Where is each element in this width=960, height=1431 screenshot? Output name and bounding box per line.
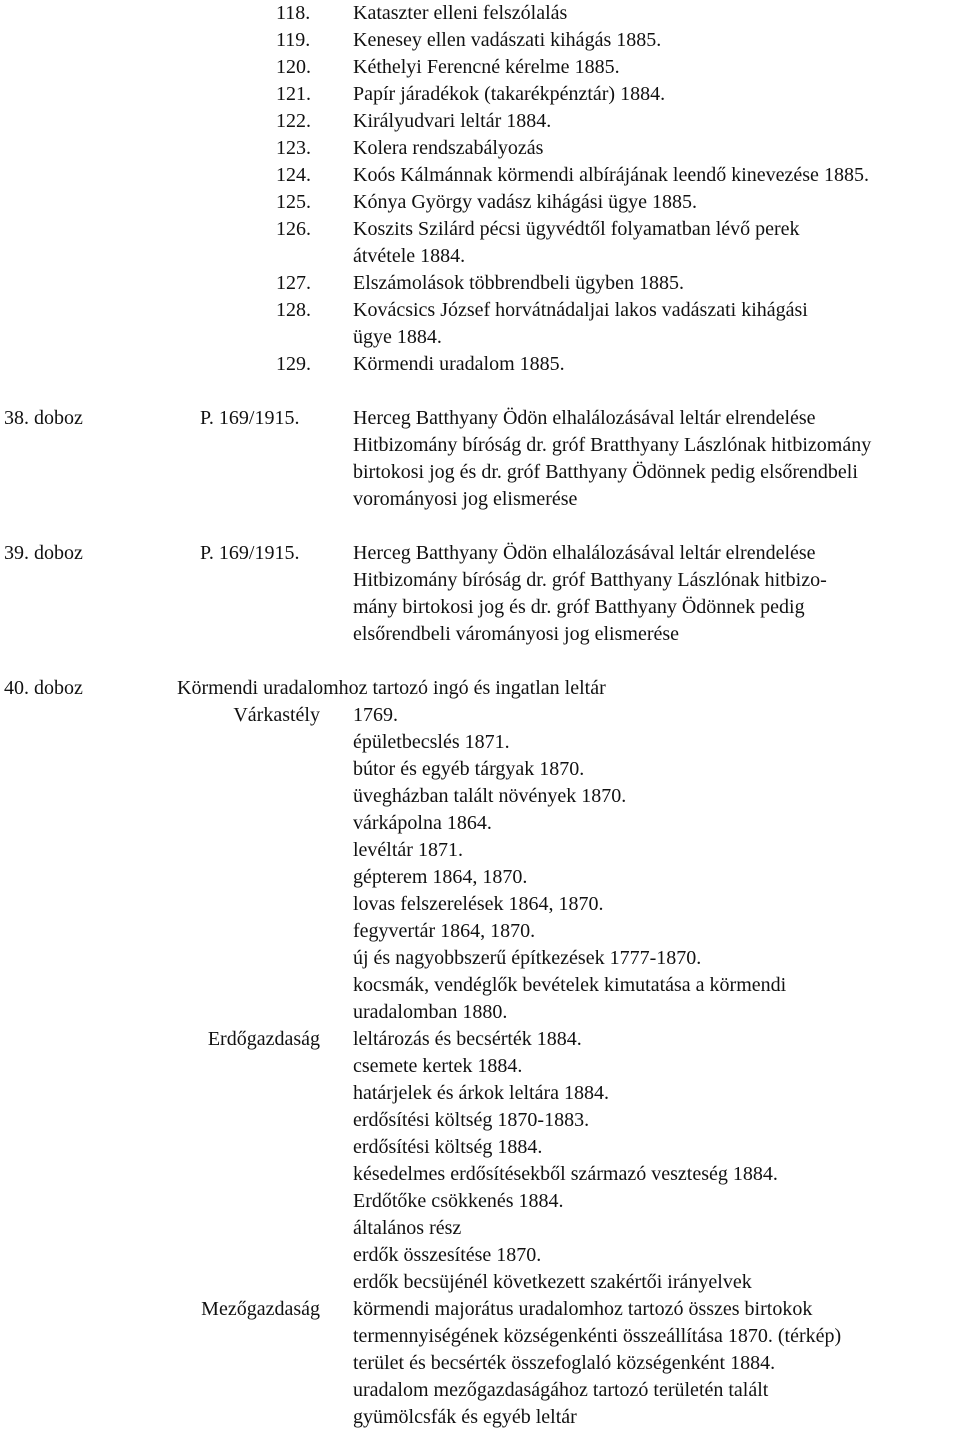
item-text: Királyudvari leltár 1884.: [353, 110, 552, 132]
inventory-item: körmendi majorátus uradalomhoz tartozó összes birtokok: [353, 1298, 813, 1320]
inventory-row: [0, 810, 960, 837]
box38-row: [0, 486, 960, 513]
list-item: [0, 0, 960, 27]
inventory-row: [0, 1350, 960, 1377]
inventory-row: [0, 1188, 960, 1215]
inventory-item: leltározás és becsérték 1884.: [353, 1028, 582, 1050]
inventory-item: üvegházban talált növények 1870.: [353, 785, 627, 807]
inventory-item: fegyvertár 1864, 1870.: [353, 920, 536, 942]
box-description-line: Hitbizomány bíróság dr. gróf Bratthyany Lászlónak hitbizomány: [353, 434, 872, 456]
inventory-item: uradalom mezőgazdaságához tartozó területén talált: [353, 1379, 769, 1401]
inventory-item: erdősítési költség 1884.: [353, 1136, 543, 1158]
inventory-item: Erdőtőke csökkenés 1884.: [353, 1190, 564, 1212]
box-description-line: Herceg Batthyany Ödön elhalálozásával leltár elrendelése: [353, 407, 816, 429]
inventory-item: általános rész: [353, 1217, 462, 1239]
item-text: Koszits Szilárd pécsi ügyvédtől folyamatban lévő perek: [353, 218, 800, 240]
item-text: Kovácsics József horvátnádaljai lakos vadászati kihágási: [353, 299, 808, 321]
box38-row: [0, 459, 960, 486]
inventory-row: [0, 702, 960, 729]
list-item: [0, 162, 960, 189]
box39-row: [0, 621, 960, 648]
list-item: [0, 81, 960, 108]
item-text: Elszámolások többrendbeli ügyben 1885.: [353, 272, 685, 294]
inventory-row: [0, 1161, 960, 1188]
list-item: [0, 54, 960, 81]
inventory-item: határjelek és árkok leltára 1884.: [353, 1082, 609, 1104]
box-description-line: elsőrendbeli várományosi jog elismerése: [353, 623, 680, 645]
list-item: [0, 270, 960, 297]
inventory-row: [0, 1377, 960, 1404]
inventory-row: [0, 783, 960, 810]
inventory-row: [0, 1026, 960, 1053]
inventory-item: erdők becsüjénél következett szakértői irányelvek: [353, 1271, 752, 1293]
item-text: Kenesey ellen vadászati kihágás 1885.: [353, 29, 662, 51]
list-item: [0, 135, 960, 162]
item-text: Körmendi uradalom 1885.: [353, 353, 565, 375]
inventory-item: termennyiségének községenkénti összeállítása 1870. (térkép): [353, 1325, 842, 1347]
box-description-line: Herceg Batthyany Ödön elhalálozásával leltár elrendelése: [353, 542, 816, 564]
list-item: [0, 108, 960, 135]
inventory-item: gyümölcsfák és egyéb leltár: [353, 1406, 577, 1428]
inventory-item: új és nagyobbszerű építkezések 1777-1870.: [353, 947, 702, 969]
inventory-row: [0, 1080, 960, 1107]
inventory-item: uradalomban 1880.: [353, 1001, 508, 1023]
inventory-row: [0, 1134, 960, 1161]
reference-code: P. 169/1915.: [200, 407, 300, 429]
inventory-item: várkápolna 1864.: [353, 812, 492, 834]
inventory-row: [0, 1269, 960, 1296]
item-text: Kataszter elleni felszólalás: [353, 2, 568, 24]
list-item: [0, 189, 960, 216]
item-number: 121.: [276, 83, 311, 105]
item-text: átvétele 1884.: [353, 245, 466, 267]
inventory-row: [0, 1404, 960, 1431]
inventory-row: [0, 864, 960, 891]
inventory-row: [0, 999, 960, 1026]
box39-row: [0, 594, 960, 621]
item-text: Kónya György vadász kihágási ügye 1885.: [353, 191, 698, 213]
box38-row: [0, 432, 960, 459]
box-label: 39. doboz: [4, 542, 83, 564]
inventory-item: csemete kertek 1884.: [353, 1055, 523, 1077]
section-category: Erdőgazdaság: [207, 1028, 320, 1050]
inventory-row: [0, 1053, 960, 1080]
box-label: 38. doboz: [4, 407, 83, 429]
item-number: 118.: [276, 2, 311, 24]
item-number: 126.: [276, 218, 311, 240]
inventory-item: levéltár 1871.: [353, 839, 463, 861]
inventory-row: [0, 918, 960, 945]
inventory-item: lovas felszerelések 1864, 1870.: [353, 893, 604, 915]
item-number: 119.: [276, 29, 311, 51]
inventory-item: késedelmes erdősítésekből származó veszteség 1884.: [353, 1163, 778, 1185]
list-item: [0, 216, 960, 243]
inventory-item: 1769.: [353, 704, 398, 726]
item-number: 128.: [276, 299, 311, 321]
inventory-item: terület és becsérték összefoglaló községenként 1884.: [353, 1352, 776, 1374]
box-label: 40. doboz: [4, 677, 83, 699]
box-description-line: mány birtokosi jog és dr. gróf Batthyany Ödönnek pedig: [353, 596, 805, 618]
inventory-row: [0, 972, 960, 999]
inventory-row: [0, 837, 960, 864]
inventory-item: kocsmák, vendéglők bevételek kimutatása a körmendi: [353, 974, 787, 996]
item-text: Koós Kálmánnak körmendi albírájának leendő kinevezése 1885.: [353, 164, 869, 186]
item-number: 122.: [276, 110, 311, 132]
box-description-line: vorományosi jog elismerése: [353, 488, 578, 510]
box39-row: [0, 540, 960, 567]
box-description-line: birtokosi jog és dr. gróf Batthyany Ödönnek pedig elsőrendbeli: [353, 461, 858, 483]
inventory-item: erdősítési költség 1870-1883.: [353, 1109, 590, 1131]
box39-row: [0, 567, 960, 594]
section-category: Mezőgazdaság: [201, 1298, 320, 1320]
section-category: Várkastély: [233, 704, 320, 726]
inventory-item: gépterem 1864, 1870.: [353, 866, 528, 888]
item-number: 123.: [276, 137, 311, 159]
item-text: Kolera rendszabályozás: [353, 137, 544, 159]
item-number: 124.: [276, 164, 311, 186]
list-item: [0, 297, 960, 324]
list-item: [0, 351, 960, 378]
list-item: [0, 27, 960, 54]
box-title: Körmendi uradalomhoz tartozó ingó és ingatlan leltár: [177, 677, 606, 699]
box40-header: [0, 675, 960, 702]
box-description-line: Hitbizomány bíróság dr. gróf Batthyany Lászlónak hitbizo-: [353, 569, 827, 591]
reference-code: P. 169/1915.: [200, 542, 300, 564]
box38-row: [0, 405, 960, 432]
inventory-row: [0, 1215, 960, 1242]
inventory-row: [0, 1323, 960, 1350]
inventory-row: [0, 756, 960, 783]
item-number: 127.: [276, 272, 311, 294]
inventory-row: [0, 1107, 960, 1134]
inventory-row: [0, 1296, 960, 1323]
item-text: Kéthelyi Ferencné kérelme 1885.: [353, 56, 620, 78]
inventory-item: épületbecslés 1871.: [353, 731, 510, 753]
inventory-row: [0, 945, 960, 972]
item-number: 129.: [276, 353, 311, 375]
item-number: 120.: [276, 56, 311, 78]
list-item: [0, 324, 960, 351]
item-text: Papír járadékok (takarékpénztár) 1884.: [353, 83, 666, 105]
inventory-item: bútor és egyéb tárgyak 1870.: [353, 758, 585, 780]
item-text: ügye 1884.: [353, 326, 442, 348]
inventory-row: [0, 729, 960, 756]
list-item: [0, 243, 960, 270]
inventory-row: [0, 1242, 960, 1269]
item-number: 125.: [276, 191, 311, 213]
inventory-item: erdők összesítése 1870.: [353, 1244, 542, 1266]
inventory-row: [0, 891, 960, 918]
